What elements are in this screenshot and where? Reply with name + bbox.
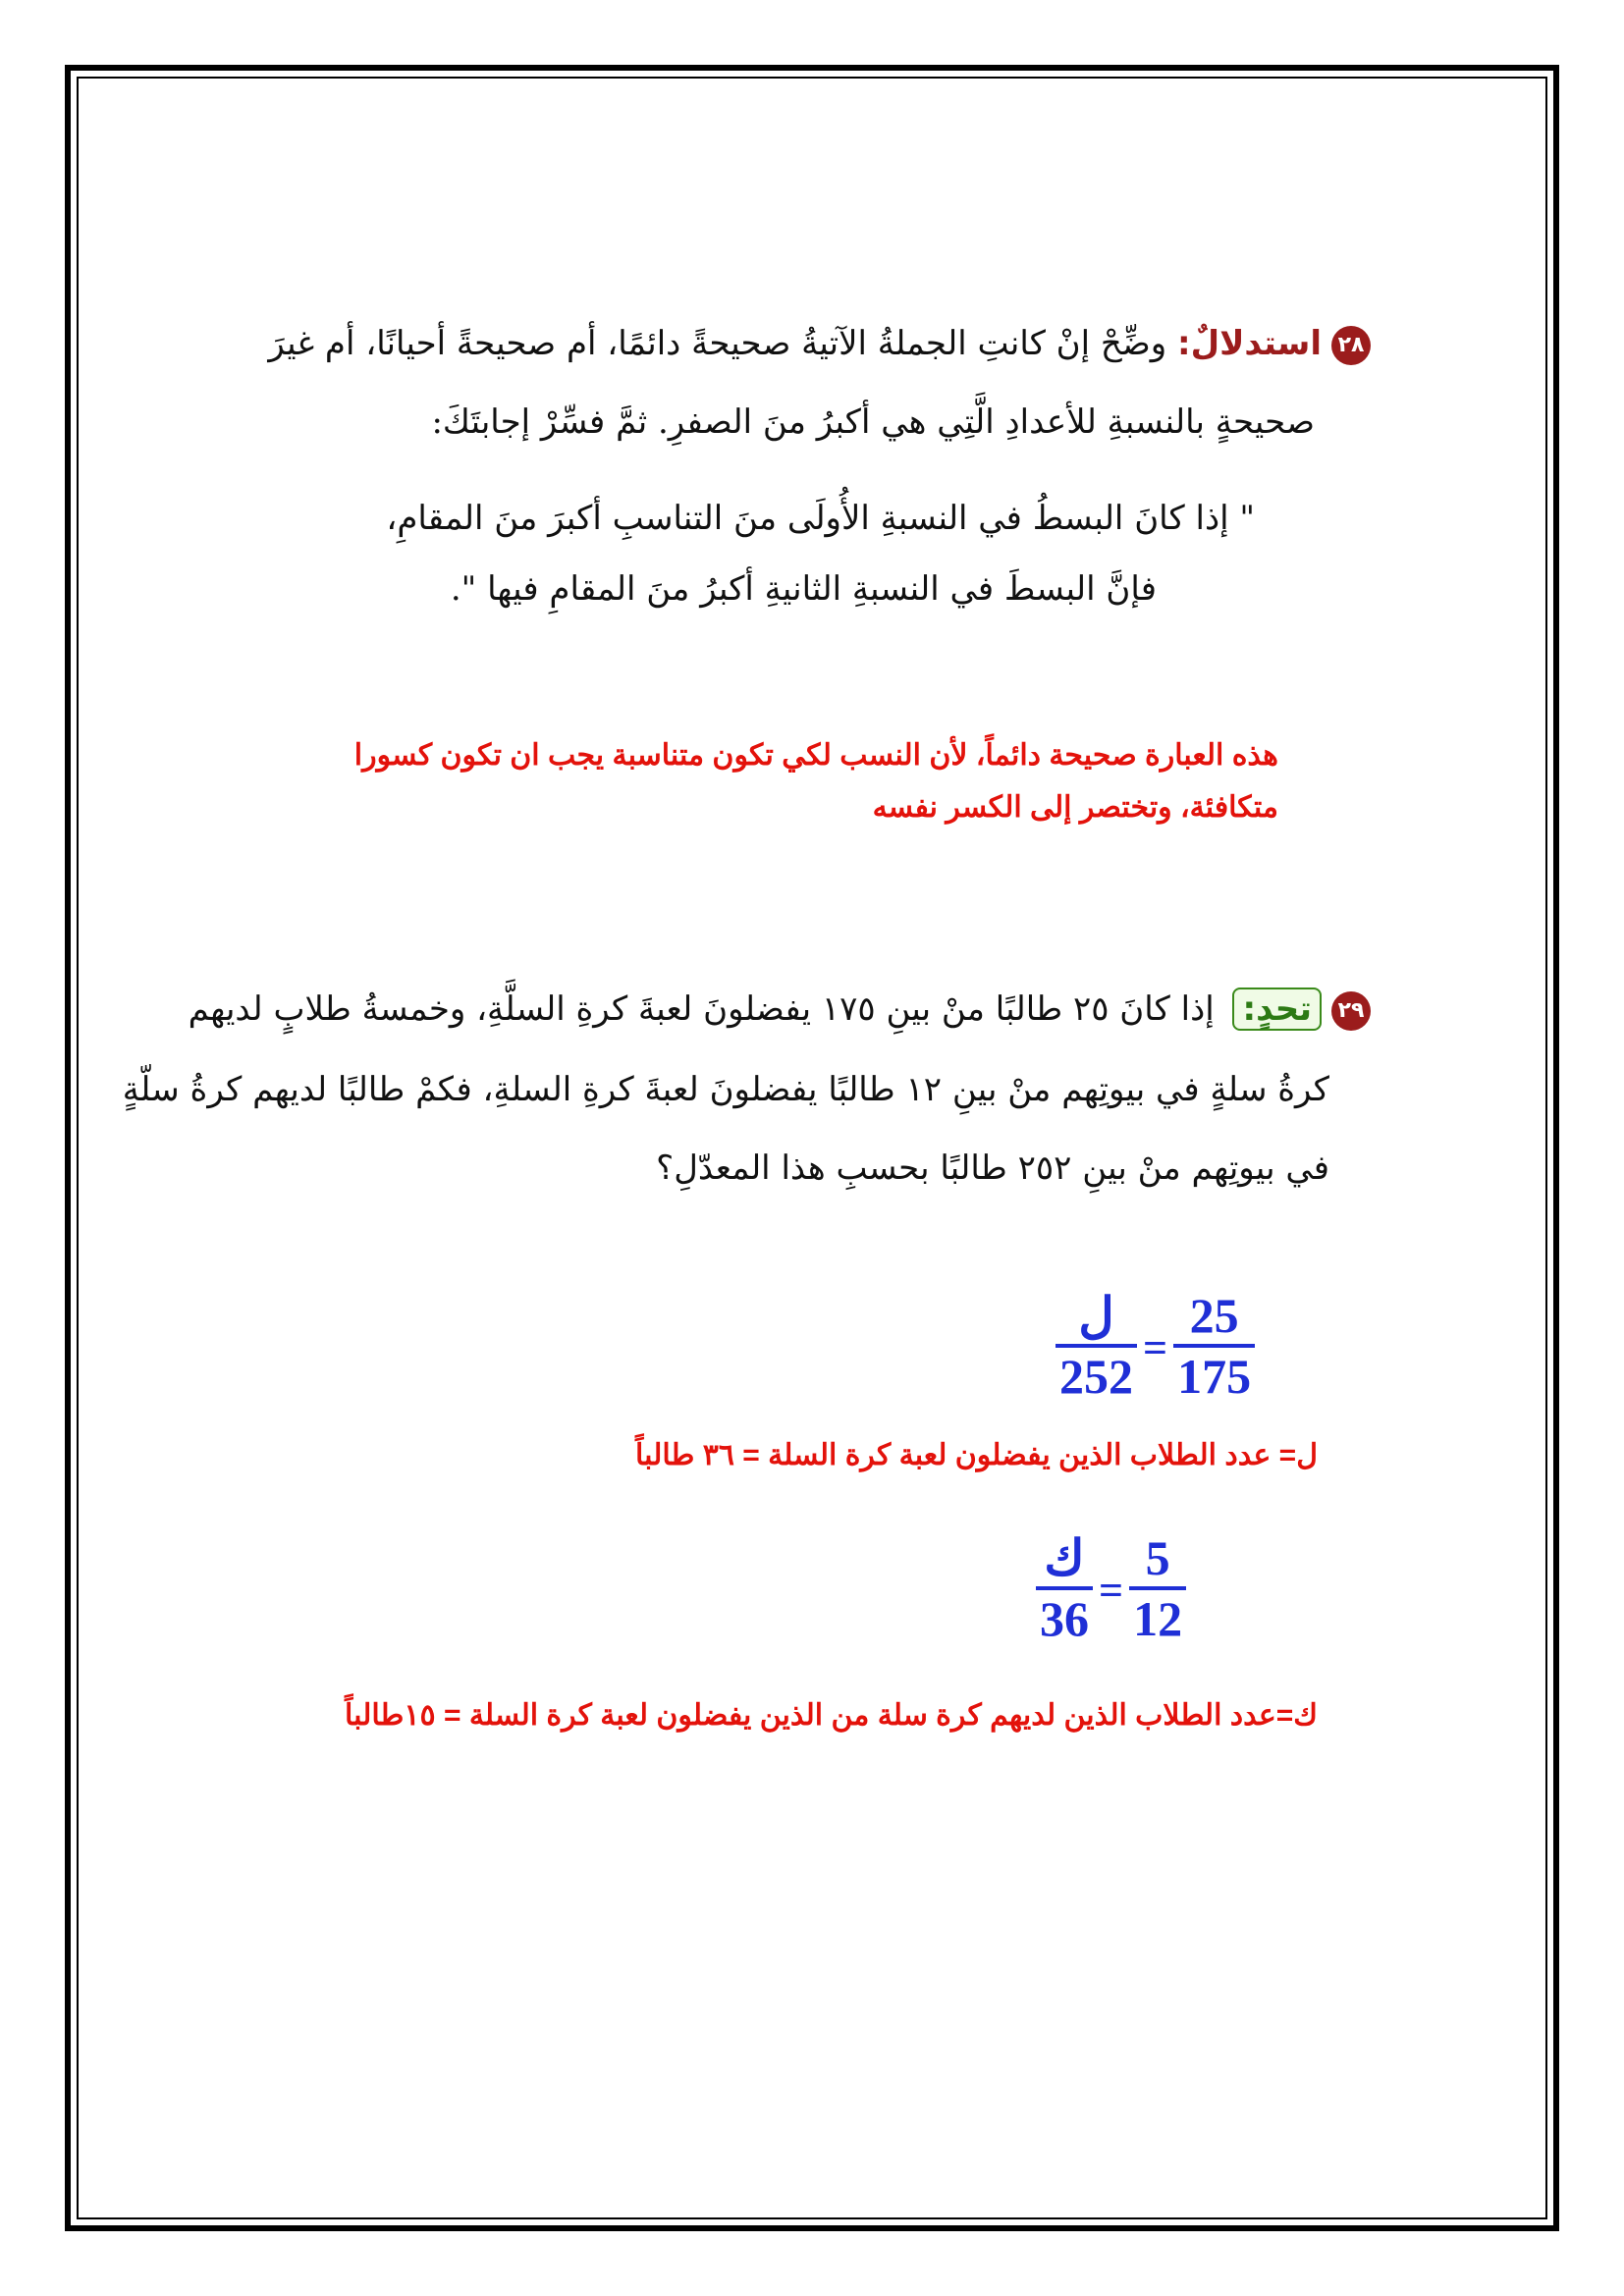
eq1-fraction-known — [1173, 1288, 1255, 1404]
q29-text-line2: كرةُ سلةٍ في بيوتِهم منْ بينِ ١٢ طالبًا يفضلونَ لعبةَ كرةِ السلةِ، فكمْ طالبًا لديهم كرةُ سلّةٍ — [122, 1070, 1329, 1109]
eq1-equals-sign: = — [1143, 1323, 1168, 1372]
q28-quote-line2: فإنَّ البسطَ في النسبةِ الثانيةِ أكبرُ منَ المقامِ فيها ". — [450, 569, 1157, 609]
q28-line1 — [268, 324, 1371, 365]
q28-text-line1: وضِّحْ إنْ كانتِ الجملةُ الآتيةُ صحيحةً دائمًا، أم صحيحةً أحيانًا، أم غيرَ — [268, 324, 1167, 363]
eq1-known-denominator: 175 — [1173, 1344, 1255, 1401]
q28-answer-line1: هذه العبارة صحيحة دائماً، لأن النسب لكي تكون متناسبة يجب ان تكون كسورا — [353, 739, 1278, 772]
proportion-equation-2 — [1036, 1530, 1186, 1646]
q29-keyword: تحدٍ: — [1232, 988, 1322, 1031]
eq1-known-numerator: 25 — [1189, 1288, 1239, 1343]
eq2-equals-sign: = — [1099, 1566, 1124, 1615]
q28-keyword: استدلالٌ: — [1176, 324, 1322, 363]
eq2-fraction-known — [1129, 1530, 1186, 1646]
q29-number-badge: ٢٩ — [1331, 991, 1371, 1031]
eq1-fraction-unknown — [1056, 1288, 1137, 1404]
eq2-known-numerator: 5 — [1145, 1530, 1170, 1585]
eq2-unknown-denominator: 36 — [1036, 1586, 1093, 1643]
eq1-unknown-denominator: 252 — [1056, 1344, 1137, 1401]
q28-text-line2: صحيحةٍ بالنسبةِ للأعدادِ الَّتِي هي أكبرُ منَ الصفرِ. ثمَّ فسِّرْ إجابتَكَ: — [431, 402, 1315, 442]
q29-answer-2: ك=عدد الطلاب الذين لديهم كرة سلة من الذين يفضلون لعبة كرة السلة = ١٥طالباً — [345, 1699, 1318, 1732]
q28-number-badge: ٢٨ — [1331, 326, 1371, 365]
eq1-unknown-numerator: ل — [1078, 1288, 1114, 1343]
q28-answer-line2: متكافئة، وتختصر إلى الكسر نفسه — [872, 791, 1278, 824]
proportion-equation-1 — [1056, 1288, 1255, 1404]
eq2-fraction-unknown — [1036, 1530, 1093, 1646]
q29-answer-1: ل= عدد الطلاب الذين يفضلون لعبة كرة السلة = ٣٦ طالباً — [635, 1439, 1318, 1471]
q29-line1 — [189, 988, 1371, 1031]
eq2-unknown-numerator: ك — [1044, 1530, 1085, 1585]
q29-text-line1: إذا كانَ ٢٥ طالبًا منْ بينِ ١٧٥ يفضلونَ لعبةَ كرةِ السلَّةِ، وخمسةُ طلابٍ لديهم — [188, 989, 1215, 1029]
q29-text-line3: في بيوتِهم منْ بينِ ٢٥٢ طالبًا بحسبِ هذا المعدّلِ؟ — [656, 1148, 1329, 1188]
eq2-known-denominator: 12 — [1129, 1586, 1186, 1643]
q28-quote-line1: " إذا كانَ البسطُ في النسبةِ الأُولَى منَ التناسبِ أكبرَ منَ المقامِ، — [386, 499, 1255, 538]
